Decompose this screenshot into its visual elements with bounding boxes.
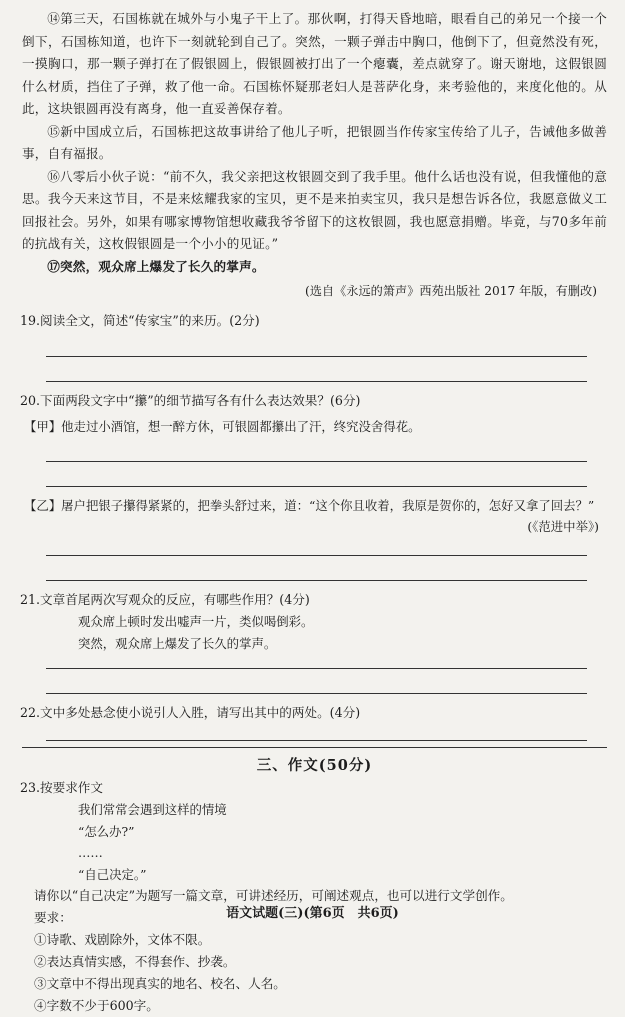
composition-prompt: 请你以“自己决定”为题写一篇文章，可讲述经历，可阐述观点，也可以进行文学创作。 [34, 888, 513, 903]
question-21: 21.文章首尾两次写观众的反应，有哪些作用？(4分) [20, 592, 310, 607]
question-20-excerpt-b-source: (《范进中举》) [527, 519, 599, 534]
answer-line[interactable] [46, 437, 587, 462]
composition-requirements-title: 要求： [34, 910, 72, 925]
question-23: 23.按要求作文 [20, 780, 103, 795]
composition-line-4: “自己决定。” [78, 866, 147, 882]
answer-line[interactable] [46, 669, 587, 694]
answer-line[interactable] [46, 462, 587, 487]
composition-requirement-2: ②表达真情实感，不得套作、抄袭。 [34, 954, 236, 969]
composition-line-2: “怎么办?” [78, 823, 135, 839]
source-citation: (选自《永远的箫声》西苑出版社 2017 年版，有删改) [304, 284, 597, 298]
story-paragraph-14: ⑭第三天，石国栋就在城外与小鬼子干上了。那伙啊，打得天昏地暗，眼看自己的弟兄一个接一个倒下，石国栋知道，也许下一刻就轮到自己了。突然，一颗子弹击中胸口，他倒下了，但竟然没有死，一摸胸口，那一颗子弹打在了假银圆上，假银圆被打出了一个瘪囊，差点就穿了。谢天谢地，这假银圆什么材质，挡住了子弹，救了他一命。石国栋怀疑那老妇人是菩萨化身，来考验他的，来度化他的。从此，这块银圆再没有离身，他一直妥善保存着。 [22, 11, 607, 116]
composition-line-3: …… [78, 845, 103, 860]
composition-requirement-3: ③文章中不得出现真实的地名、校名、人名。 [34, 976, 286, 991]
story-paragraph-15: ⑮新中国成立后，石国栋把这故事讲给了他儿子听，把银圆当作传家宝传给了儿子，告诫他多做善事，自有福报。 [22, 123, 607, 161]
question-20-excerpt-a: 【甲】他走过小酒馆，想一醉方休，可银圆都攥出了汗，终究没舍得花。 [24, 419, 421, 434]
question-20-excerpt-b: 【乙】屠户把银子攥得紧紧的，把拳头舒过来，道：“这个你且收着，我原是贺你的，怎好又拿了回去？” [24, 498, 595, 513]
answer-line[interactable] [46, 654, 587, 669]
story-paragraph-17: ⑰突然，观众席上爆发了长久的掌声。 [47, 258, 265, 274]
story-paragraph-16: ⑯八零后小伙子说：“前不久，我父亲把这枚银圆交到了我手里。他什么话也没有说，但我懂他的意思。我今天来这节目，不是来炫耀我家的宝贝，更不是来拍卖宝贝，我只是想告诉各位，我愿意做义工回报社会。另外，如果有哪家博物馆想收藏我爷爷留下的这枚银圆，我也愿意捐赠。毕竟，与70多年前的抗战有关，这枚假银圆是一个小小的见证。” [22, 168, 607, 251]
composition-requirement-1: ①诗歌、戏剧除外，文体不限。 [34, 932, 211, 947]
question-21-quote-b: 突然，观众席上爆发了长久的掌声。 [78, 635, 277, 651]
exam-page [22, 8, 607, 1017]
answer-line[interactable] [46, 357, 587, 382]
answer-line[interactable] [46, 332, 587, 357]
question-20: 20.下面两段文字中“攥”的细节描写各有什么表达效果？(6分) [20, 393, 361, 408]
section-title-composition: 三、作文(50分) [22, 747, 607, 775]
composition-requirement-4: ④字数不少于600字。 [34, 998, 159, 1013]
question-21-quote-a: 观众席上顿时发出嘘声一片，类似喝倒彩。 [78, 614, 314, 629]
answer-line[interactable] [46, 556, 587, 581]
question-19: 19.阅读全文，简述“传家宝”的来历。(2分) [20, 313, 260, 328]
answer-line[interactable] [46, 537, 587, 556]
composition-line-1: 我们常常会遇到这样的情境 [78, 802, 227, 817]
question-22: 22.文中多处悬念使小说引人入胜，请写出其中的两处。(4分) [20, 705, 361, 720]
answer-line[interactable] [46, 724, 587, 741]
page-footer: 语文试题(三)(第6页 共6页) [226, 906, 399, 921]
